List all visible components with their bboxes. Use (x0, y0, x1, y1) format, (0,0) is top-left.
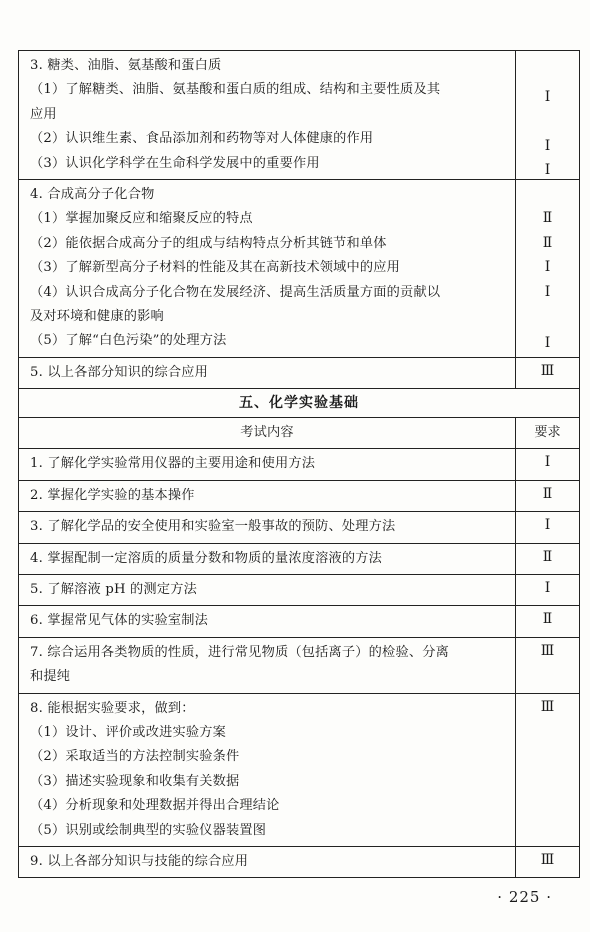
requirement-mark: Ⅰ (544, 579, 551, 596)
item4-content (19, 180, 516, 357)
table-row (19, 544, 579, 575)
table-row (19, 481, 579, 512)
table-row (19, 847, 579, 878)
exp-item-6: 6. 掌握常见气体的实验室制法 (19, 606, 516, 636)
requirement-mark: Ⅰ (544, 259, 551, 276)
header-content: 考试内容 (19, 418, 516, 448)
item4-4-line2: 及对环境和健康的影响 (30, 309, 164, 325)
item3-heading: 3. 糖类、油脂、氨基酸和蛋白质 (30, 58, 222, 73)
table-row (19, 512, 579, 543)
section-title: 五、化学实验基础 (19, 389, 579, 418)
requirements-table (18, 50, 580, 878)
item3-2: （2）认识维生素、食品添加剂和药物等对人体健康的作用 (30, 131, 374, 147)
item4-2: （2）能依据合成高分子的组成与结构特点分析其链节和单体 (30, 235, 387, 251)
item3-requirements (516, 51, 579, 179)
exp-item-3: 3. 了解化学品的安全使用和实验室一般事故的预防、处理方法 (19, 512, 516, 542)
item3-1-line2: 应用 (30, 106, 57, 122)
exp-item-8-2: （2）采取适当的方法控制实验条件 (30, 749, 240, 765)
requirement-mark: Ⅰ (544, 335, 551, 352)
requirement-mark: Ⅰ (544, 517, 551, 534)
exp-item-8-5: （5）识别或绘制典型的实验仪器装置图 (30, 822, 267, 838)
item4-5: （5）了解“白色污染”的处理方法 (30, 333, 227, 349)
exp-item-8-1: （1）设计、评价或改进实验方案 (30, 724, 227, 740)
table-row-item4 (19, 180, 579, 358)
item3-1-line1: （1）了解糖类、油脂、氨基酸和蛋白质的组成、结构和主要性质及其 (30, 82, 441, 98)
exp-item-2: 2. 掌握化学实验的基本操作 (19, 481, 516, 511)
requirement-mark: Ⅰ (544, 89, 551, 105)
exp-item-8-4: （4）分析现象和处理数据并得出合理结论 (30, 798, 280, 814)
item5-content: 5. 以上各部分知识的综合应用 (19, 358, 516, 388)
table-row (19, 694, 579, 847)
item3-content (19, 51, 516, 179)
table-row (19, 575, 579, 606)
table-row (19, 606, 579, 637)
table-row (19, 638, 579, 694)
requirement-mark: Ⅰ (544, 284, 551, 301)
item4-3: （3）了解新型高分子材料的性能及其在高新技术领域中的应用 (30, 260, 401, 276)
exp-item-4: 4. 掌握配制一定溶质的质量分数和物质的量浓度溶液的方法 (19, 544, 516, 574)
requirement-mark: Ⅱ (542, 210, 553, 227)
table-row-item5 (19, 358, 579, 389)
page-number: · 225 · (497, 888, 552, 906)
exp-item-8 (19, 694, 516, 846)
item4-heading: 4. 合成高分子化合物 (30, 187, 155, 203)
header-requirement: 要求 (534, 425, 561, 441)
requirement-mark: Ⅲ (540, 642, 555, 659)
requirement-mark: Ⅰ (544, 138, 551, 154)
requirement-mark: Ⅲ (540, 851, 555, 868)
requirement-mark: Ⅰ (544, 454, 551, 471)
exp-item-8-heading: 8. 能根据实验要求，做到： (30, 700, 195, 716)
table-row (19, 449, 579, 480)
item4-4-line1: （4）认识合成高分子化合物在发展经济、提高生活质量方面的贡献以 (30, 284, 441, 300)
item4-1: （1）掌握加聚反应和缩聚反应的特点 (30, 211, 253, 227)
item3-3: （3）认识化学科学在生命科学发展中的重要作用 (30, 155, 320, 171)
exp-item-1: 1. 了解化学实验常用仪器的主要用途和使用方法 (19, 449, 516, 479)
requirement-mark: Ⅱ (542, 235, 553, 252)
requirement-mark: Ⅲ (540, 362, 555, 379)
requirement-mark: Ⅱ (542, 485, 553, 502)
requirement-mark: Ⅱ (542, 611, 553, 628)
exp-item-9: 9. 以上各部分知识与技能的综合应用 (19, 847, 516, 877)
exp-item-8-3: （3）描述实验现象和收集有关数据 (30, 773, 240, 789)
requirement-mark: Ⅰ (544, 162, 551, 178)
table-header-row (19, 418, 579, 449)
requirement-mark: Ⅲ (540, 698, 555, 715)
table-row-item3 (19, 51, 579, 180)
item4-requirements (516, 180, 579, 357)
requirement-mark: Ⅱ (542, 548, 553, 565)
exp-item-5: 5. 了解溶液 pH 的测定方法 (19, 575, 516, 605)
item5-requirement (516, 358, 579, 388)
exp-item-7-line2: 和提纯 (30, 669, 71, 685)
exp-item-7 (19, 638, 516, 693)
exp-item-7-line1: 7. 综合运用各类物质的性质，进行常见物质（包括离子）的检验、分离 (30, 644, 449, 660)
